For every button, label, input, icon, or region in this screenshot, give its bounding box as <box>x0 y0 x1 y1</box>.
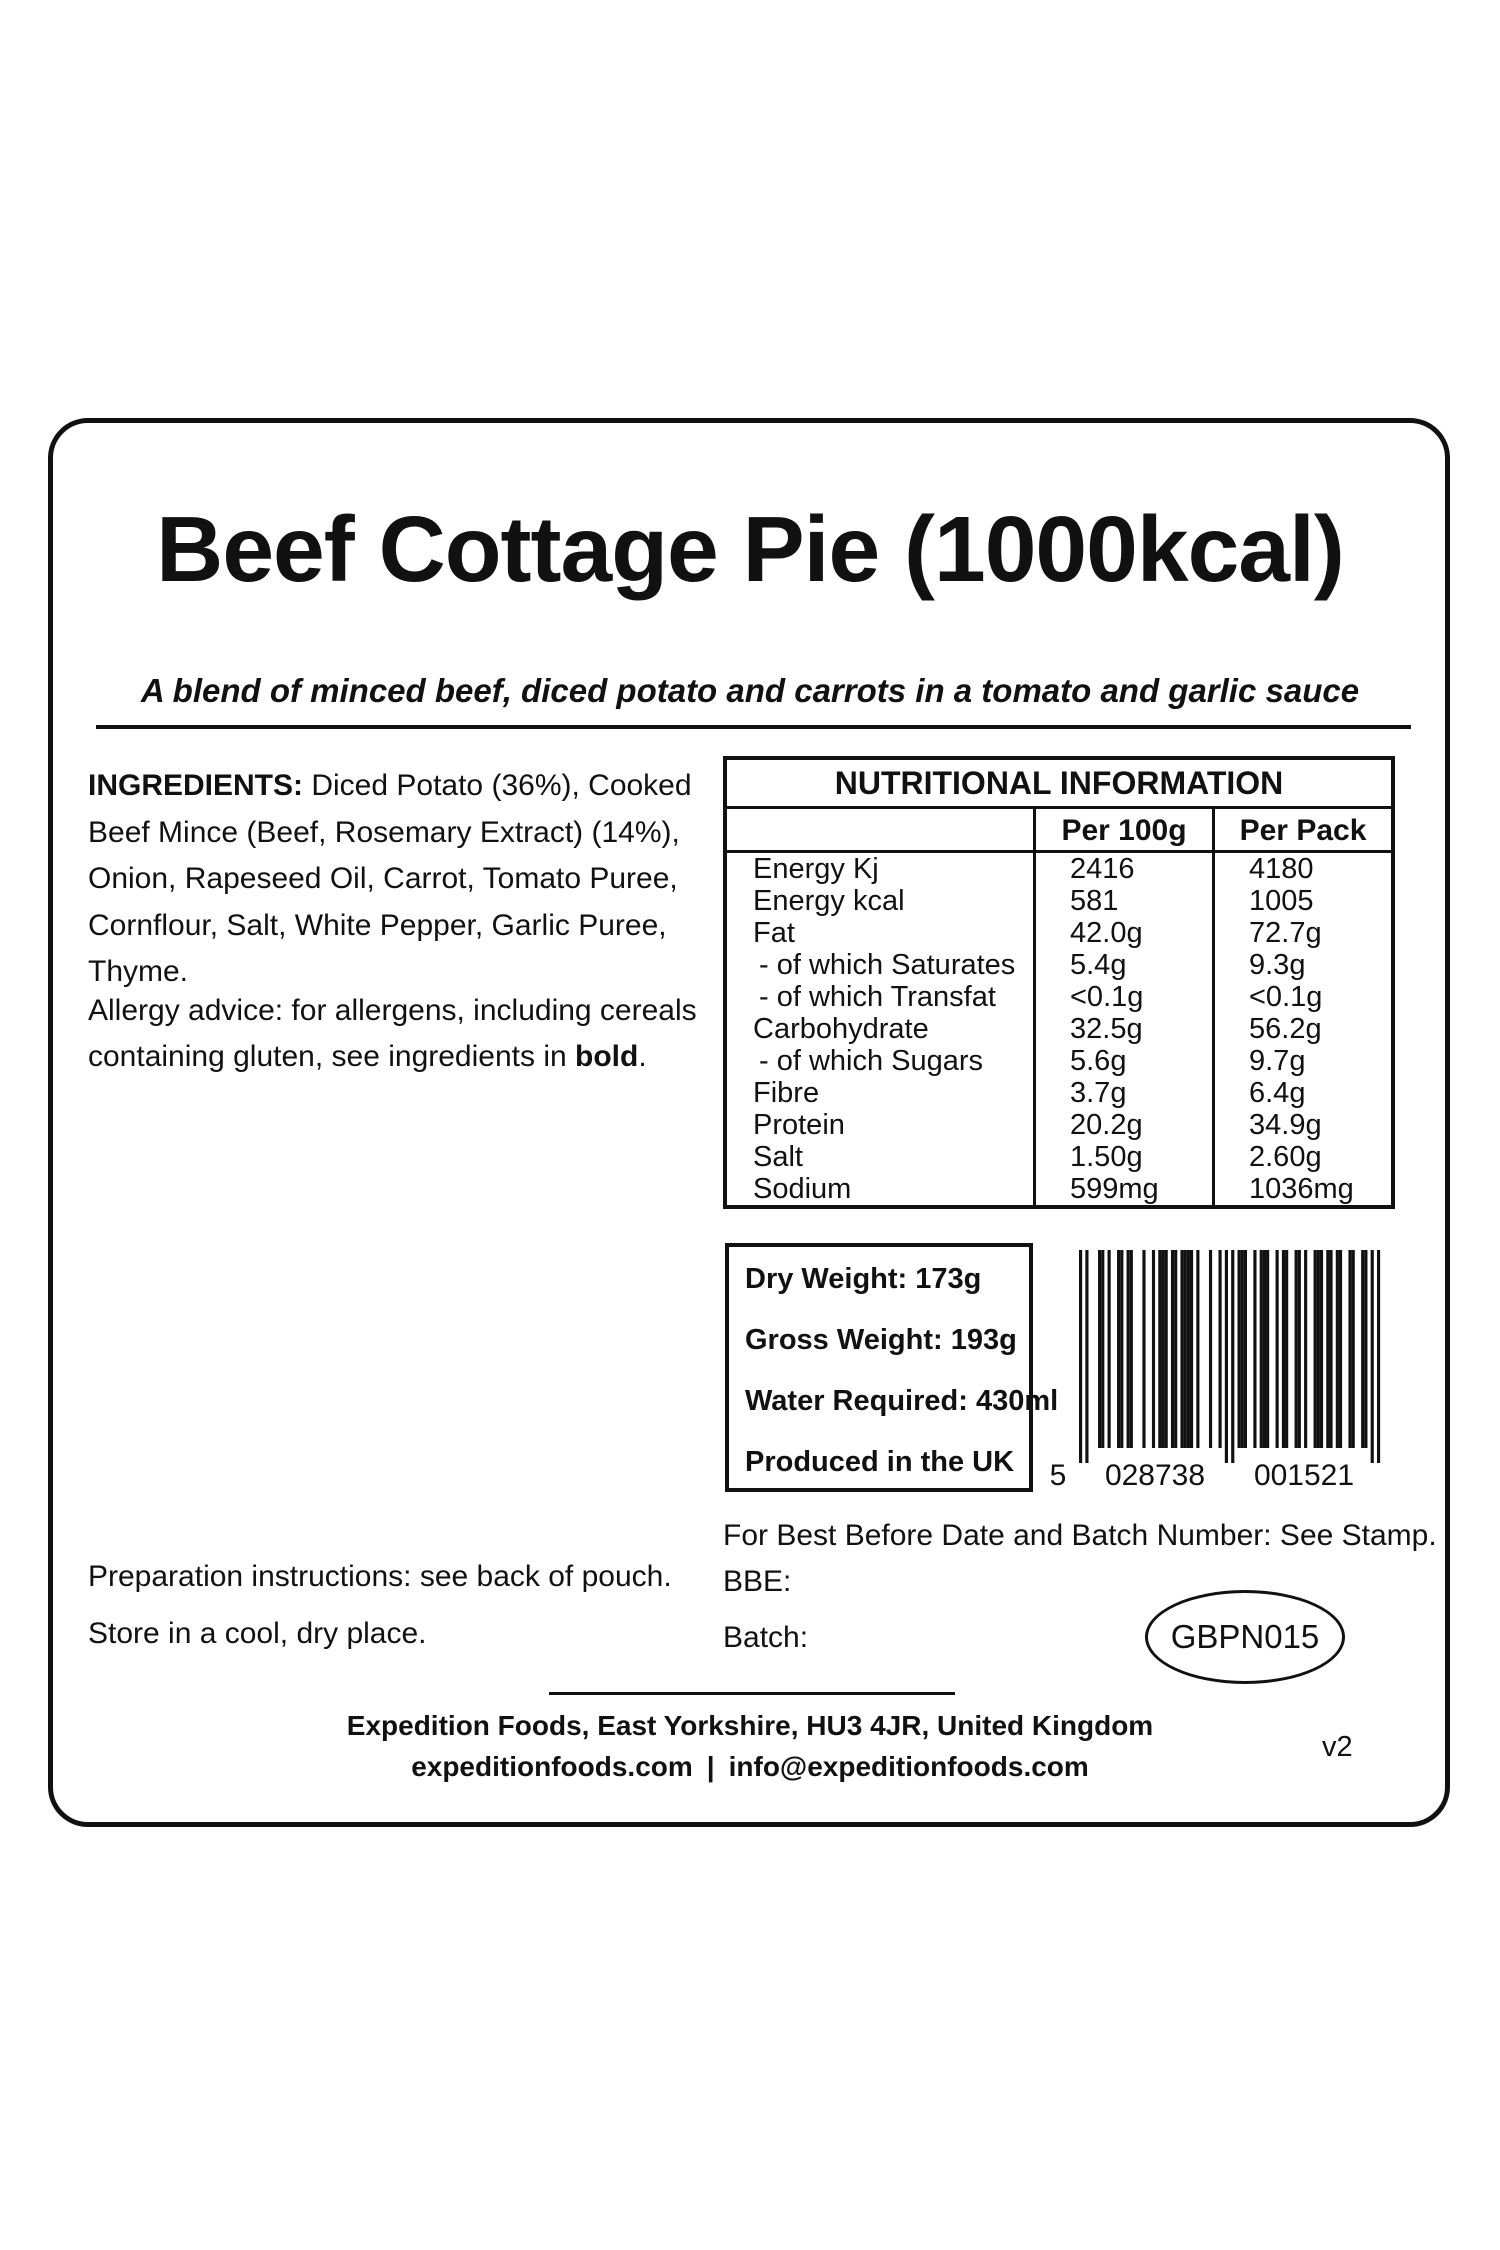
ingredients-body: Diced Potato (36%), Cooked Beef Mince (Beef, Rosemary Extract) (14%), Onion, Rapeseed Oil, Carrot, Tomato Puree, Cornflour, Salt, White Pepper, Garlic Puree, Thyme. <box>88 769 692 988</box>
nutrition-row-per100g: 5.6g <box>1033 1045 1212 1077</box>
best-before-note: For Best Before Date and Batch Number: See Stamp. <box>723 1519 1437 1552</box>
nutrition-table-grid <box>727 809 1391 1205</box>
nutrition-row-label: - of which Sugars <box>759 1045 984 1077</box>
gross-weight-text: Gross Weight: 193g <box>745 1324 1017 1356</box>
nutrition-row-perpack: 2.60g <box>1212 1141 1391 1173</box>
nutrition-row-perpack: 1005 <box>1212 885 1391 917</box>
nutrition-row-perpack: 9.3g <box>1212 949 1391 981</box>
produced-in-uk-text: Produced in the UK <box>745 1446 1015 1478</box>
product-subtitle: A blend of minced beef, diced potato and carrots in a tomato and garlic sauce <box>140 672 1360 709</box>
nutrition-row-label: Carbohydrate <box>753 1013 929 1045</box>
nutrition-row-label: - of which Saturates <box>759 949 1016 981</box>
footer-separator: | <box>706 1751 715 1782</box>
footer-email: info@expeditionfoods.com <box>728 1751 1089 1782</box>
barcode-digit-group-1: 5 <box>1049 1459 1067 1492</box>
water-required-text: Water Required: 430ml <box>745 1385 1059 1417</box>
nutrition-table <box>723 756 1395 1209</box>
footer-contact <box>100 1751 1400 1783</box>
nutrition-row-per100g: 32.5g <box>1033 1013 1212 1045</box>
batch-stamp-oval: GBPN015 <box>1145 1590 1345 1684</box>
nutrition-row-perpack: 56.2g <box>1212 1013 1391 1045</box>
ean13-barcode <box>1040 1245 1390 1495</box>
pack-info-box <box>725 1243 1059 1492</box>
nutrition-row-per100g: 2416 <box>1033 853 1212 885</box>
dry-weight-text: Dry Weight: 173g <box>745 1263 982 1295</box>
nutrition-col-perpack: Per Pack <box>1212 809 1391 853</box>
nutrition-row-label: - of which Transfat <box>759 981 996 1013</box>
nutrition-row-per100g: 5.4g <box>1033 949 1212 981</box>
allergy-advice-suffix: . <box>638 1040 647 1073</box>
ingredients-heading: INGREDIENTS: <box>88 769 304 802</box>
nutrition-row-per100g: 42.0g <box>1033 917 1212 949</box>
footer-divider <box>549 1692 955 1695</box>
barcode-bars <box>1079 1250 1380 1463</box>
nutrition-row-perpack: <0.1g <box>1212 981 1391 1013</box>
nutrition-row-label: Sodium <box>753 1173 852 1205</box>
nutrition-row-per100g: 3.7g <box>1033 1077 1212 1109</box>
footer-website: expeditionfoods.com <box>411 1751 693 1782</box>
nutrition-row-label: Fat <box>753 917 795 949</box>
ingredients-text <box>88 763 733 996</box>
version-label: v2 <box>1322 1731 1353 1763</box>
bbe-field: BBE: <box>723 1565 792 1598</box>
subtitle-divider <box>96 725 1411 729</box>
nutrition-row-per100g: 599mg <box>1033 1173 1212 1205</box>
batch-field: Batch: <box>723 1621 809 1654</box>
barcode-digit-group-3: 001521 <box>1253 1459 1355 1492</box>
nutrition-row-label: Protein <box>753 1109 845 1141</box>
allergy-advice-text <box>88 988 733 1080</box>
nutrition-row-perpack: 34.9g <box>1212 1109 1391 1141</box>
nutrition-col-blank <box>727 809 1033 853</box>
nutrition-row-perpack: 9.7g <box>1212 1045 1391 1077</box>
nutrition-row-label: Fibre <box>753 1077 820 1109</box>
allergy-advice-bold-word: bold <box>575 1040 639 1073</box>
preparation-instructions: Preparation instructions: see back of pouch. <box>88 1560 672 1593</box>
nutrition-row-per100g: 581 <box>1033 885 1212 917</box>
storage-instructions: Store in a cool, dry place. <box>88 1617 427 1650</box>
footer-address: Expedition Foods, East Yorkshire, HU3 4JR, United Kingdom <box>346 1710 1154 1741</box>
nutrition-row-perpack: 4180 <box>1212 853 1391 885</box>
nutrition-row-per100g: 1.50g <box>1033 1141 1212 1173</box>
nutrition-table-heading: NUTRITIONAL INFORMATION <box>727 760 1391 809</box>
nutrition-row-perpack: 72.7g <box>1212 917 1391 949</box>
nutrition-col-per100g: Per 100g <box>1033 809 1212 853</box>
nutrition-row-label: Energy Kj <box>753 853 879 885</box>
nutrition-row-label: Salt <box>753 1141 803 1173</box>
allergy-advice-prefix: Allergy advice: for allergens, including cereals containing gluten, see ingredients in <box>88 994 697 1073</box>
nutrition-row-perpack: 1036mg <box>1212 1173 1391 1205</box>
product-title: Beef Cottage Pie (1000kcal) <box>156 497 1344 601</box>
barcode-digit-group-2: 028738 <box>1104 1459 1206 1492</box>
nutrition-row-per100g: <0.1g <box>1033 981 1212 1013</box>
nutrition-row-perpack: 6.4g <box>1212 1077 1391 1109</box>
nutrition-row-label: Energy kcal <box>753 885 905 917</box>
nutrition-row-per100g: 20.2g <box>1033 1109 1212 1141</box>
